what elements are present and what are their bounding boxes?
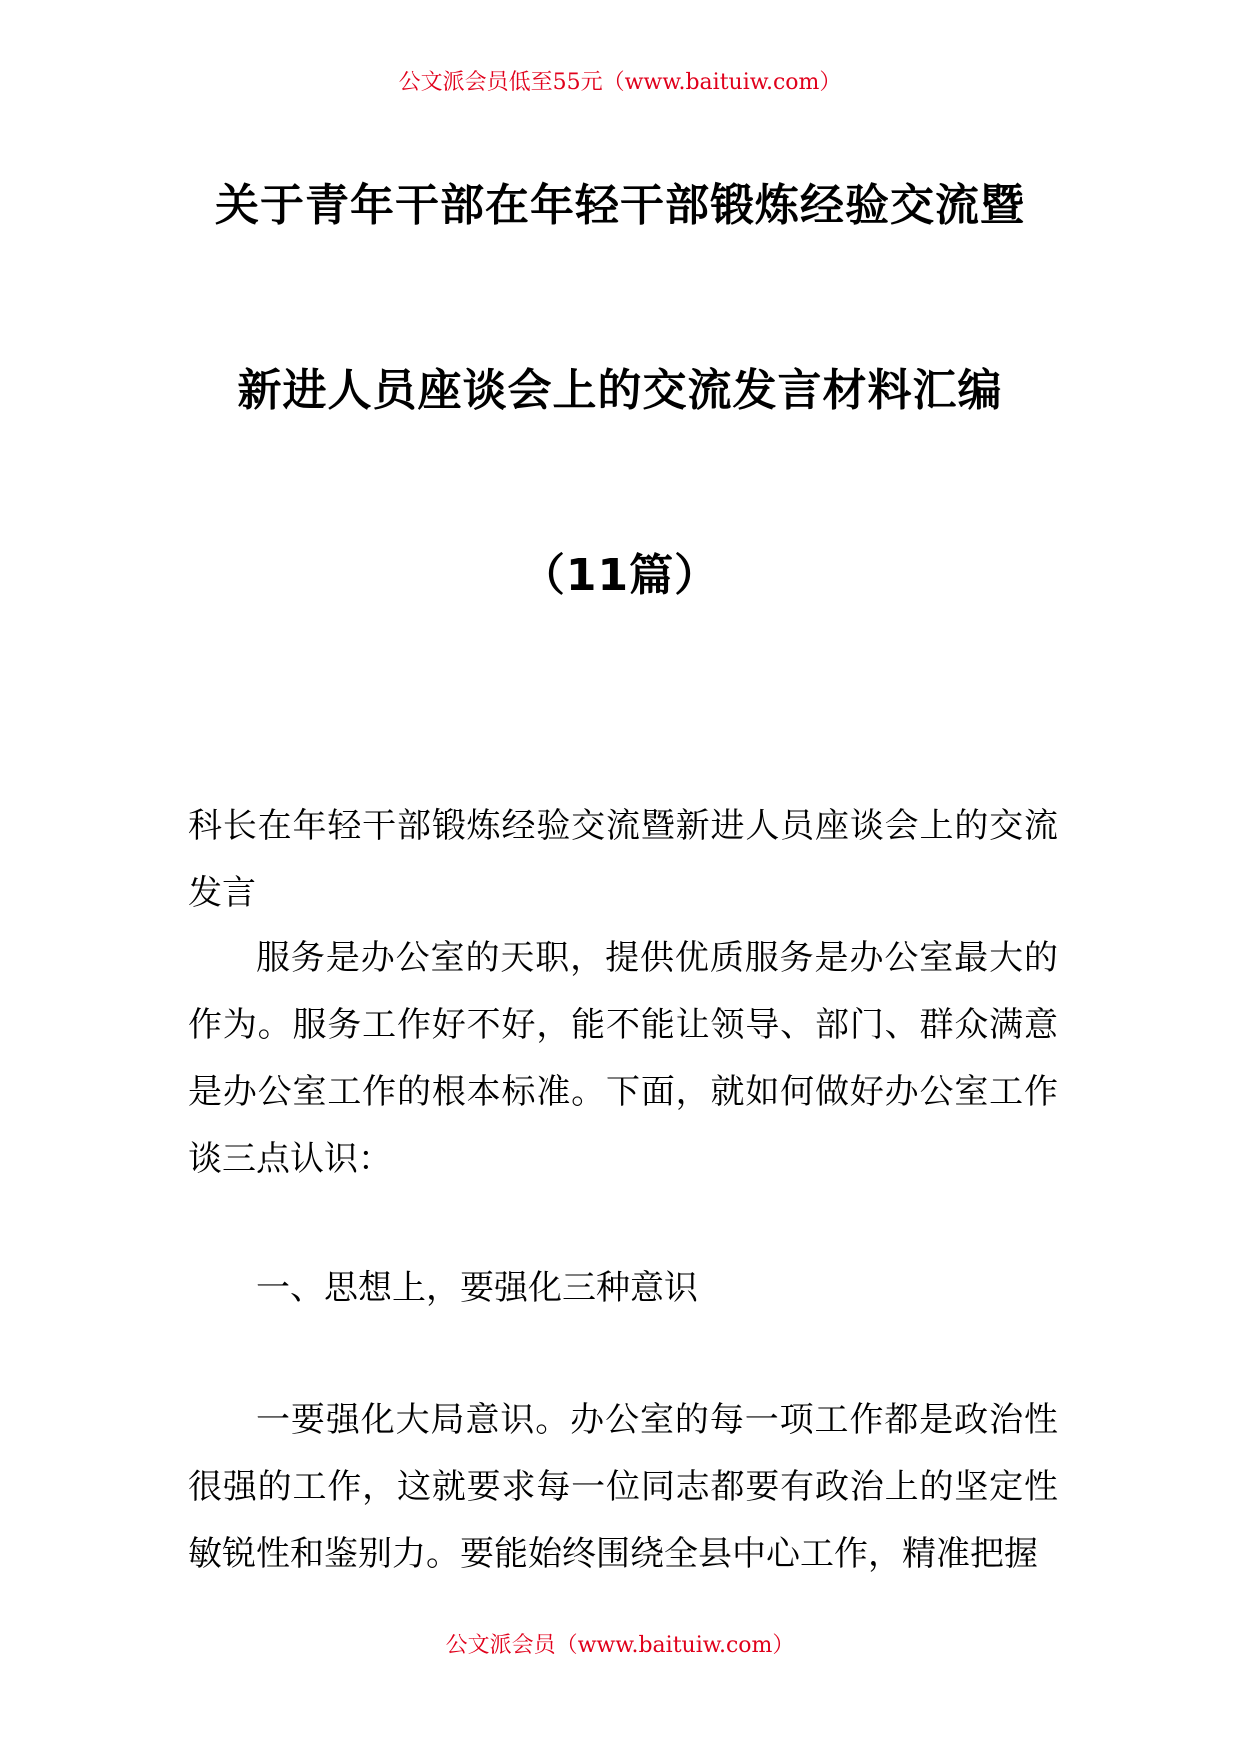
paragraph-section-1-text: 一要强化大局意识。办公室的每一项工作都是政治性很强的工作，这就要求每一位同志都要有政治上的坚定性敏锐性和鉴别力。要能始终围绕全县中心工作，精准把握 (188, 1400, 1058, 1574)
paragraph-section-1 (188, 1387, 1058, 1588)
section-heading-text: 一、思想上，要强化三种意识 (256, 1268, 698, 1308)
article-subtitle (188, 793, 1058, 927)
paragraph-intro (188, 925, 1058, 1193)
article-subtitle-text: 科长在年轻干部锻炼经验交流暨新进人员座谈会上的交流发言 (188, 806, 1058, 913)
header-promo-link[interactable]: 公文派会员低至55元（www.baituiw.com） (398, 70, 842, 95)
document-title-count: （11篇） (520, 550, 720, 601)
document-title-line-1: 关于青年干部在年轻干部锻炼经验交流暨 (215, 180, 1025, 231)
paragraph-intro-text: 服务是办公室的天职，提供优质服务是办公室最大的作为。服务工作好不好，能不能让领导、部门、群众满意是办公室工作的根本标准。下面，就如何做好办公室工作谈三点认识： (188, 938, 1058, 1179)
section-heading (188, 1255, 1058, 1322)
footer-promo-link[interactable]: 公文派会员（www.baituiw.com） (445, 1633, 795, 1658)
document-title-line-2: 新进人员座谈会上的交流发言材料汇编 (237, 365, 1003, 416)
